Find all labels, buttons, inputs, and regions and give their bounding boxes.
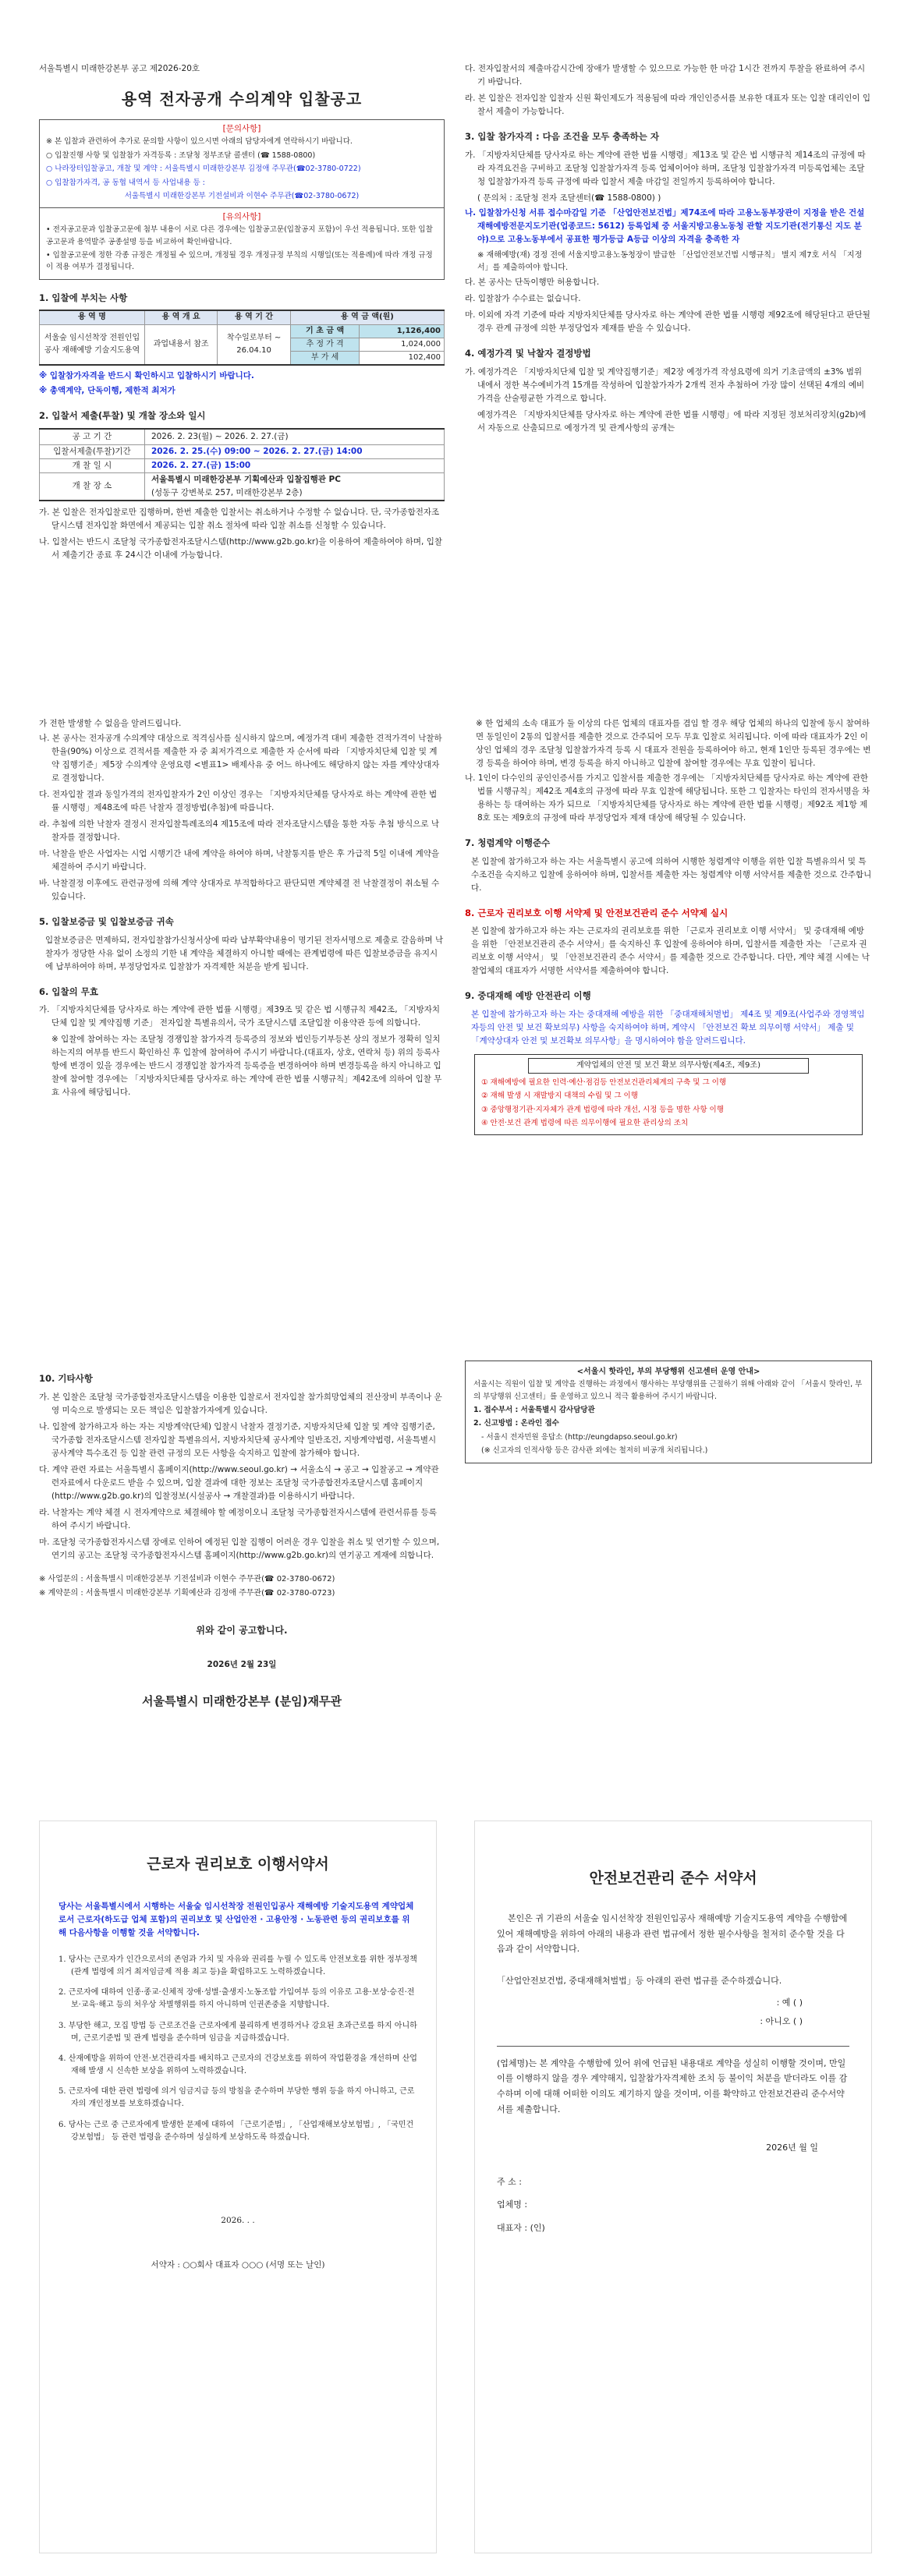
labor-pledge-signature: 서약자 : ○○회사 대표자 ○○○ (서명 또는 날인): [151, 2260, 325, 2270]
page3-right: [465, 1361, 872, 1594]
para: 가. 본 입찰은 전자입찰로만 집행하며, 한번 제출한 입찰서는 취소하거나 수정할 수 없습니다. 단, 국가종합전자조달시스템 전자입찰 화면에서 제공되는 입찰 취소 절차에 따라 입찰 취소를 신청할 수 있습니다.: [39, 507, 440, 530]
schedule-value: 2026. 2. 27.(금) 15:00: [144, 458, 444, 472]
para: 나. 입찰참가신청 서류 접수마감일 기준 「산업안전보건법」제74조에 따라 고용노동부장관이 지정을 받은 건설재해예방전문지도기관(업종코드: 5612) 등록업체 중 서울지방고용노동청 관할 지도기관(전기통신 지도 분야)으로 고용노동부에서 공표한 평가등급 A등급 이상의 자격을 충족한 자: [465, 207, 865, 244]
contact-line: ※ 사업문의 : 서울특별시 미래한강본부 기전설비과 이현수 주무관(☎ 02-3780-0672): [39, 1574, 335, 1583]
section-3-heading: 3. 입찰 참가자격 : 다음 조건을 모두 충족하는 자: [465, 131, 659, 142]
para: 가. 예정가격은 「지방자치단체 입찰 및 계약집행기준」제2장 예정가격 작성요령에 의거 기초금액의 ±3% 범위 내에서 정한 복수예비가격 15개를 작성하여 입찰참가자가 2개씩 전자 추첨하여 가장 많이 선택된 4개의 예비가격을 산술평균한 가격으로 합니다.: [465, 366, 865, 403]
page2-left: [39, 717, 445, 1325]
para: ※ 입찰에 참여하는 자는 조달청 경쟁입찰 참가자격 등록증의 정보와 법인등기부등본 상의 정보가 정확히 일치하는지의 여부를 반드시 확인하신 후 입찰에 참여하여 주시기 바랍니다.(대표자, 상호, 연락처 등) 위의 등록사항에 변경이 있을 경우에는 반드시 경쟁입찰 참가자격 등록증을 변경하여야 하며 변경등록을 하지 아니하고 입찰에 참여할 경우에는 「지방자치단체를 당사자로 하는 계약에 관한 법률 시행규칙」제42조에 의하여 입찰 무효 사유에 해당됩니다.: [51, 1035, 442, 1098]
safety-pledge-question: 「산업안전보건법, 중대재해처벌법」등 아래의 관련 법규를 준수하겠습니다.: [497, 1976, 782, 1987]
col-amount: 용 역 금 액(원): [290, 310, 444, 324]
section-1-heading: 1. 입찰에 부치는 사항: [39, 292, 128, 303]
para: 라. 입찰참가 수수료는 없습니다.: [465, 294, 581, 303]
organization-name: 서울특별시 미래한강본부 (분임)재무관: [142, 1694, 342, 1709]
para: 본 입찰에 참가하고자 하는 자는 중대재해 예방을 위한 「중대재해처벌법」 제4조 및 제9조(사업주와 경영책임자등의 안전 및 보건 확보의무) 사항을 숙지하여야 하며, 계약시 「안전보건 확보 의무이행 서약서」 제출 및 「계약상대자 안전 및 보건확보 의무사항」을 명시하여야 함을 알려드립니다.: [471, 1009, 865, 1046]
amount-label: 기 초 금 액: [290, 324, 360, 338]
para: 가 전한 발생할 수 없음을 알려드립니다.: [39, 719, 182, 728]
inquiry-box: [39, 119, 445, 208]
labor-pledge-item: 1. 당사는 근로자가 인간으로서의 존엄과 가치 및 자유와 권리를 누릴 수 있도록 안전보호를 위한 정부정책(관계 법령에 의거 최저임금제 적용 최고 등)을 확립하고도 노력하겠습니다.: [58, 1955, 417, 1976]
section-10-heading: 10. 기타사항: [39, 1373, 93, 1384]
warning-line: • 입찰공고문에 정한 각종 규정은 개정될 수 있으며, 개정될 경우 개정규정 부칙의 시행일(또는 적용례)에 따라 개정 규정이 적용 여부가 결정됩니다.: [46, 251, 433, 272]
para: 라. 낙찰자는 계약 체결 시 전자계약으로 체결해야 할 예정이오니 조달청 국가종합전자시스템에 관련서류를 등록하여 주시기 바랍니다.: [39, 1507, 437, 1530]
para: 나. 본 공사는 전자공개 수의계약 대상으로 적격심사를 실시하지 않으며, 예정가격 대비 제출한 견적가격이 낙찰하한율(90%) 이상으로 견적서를 제출한 자 중 최저가격으로 제출한 자 순서에 따라 「지방자치단체 입찰 및 계약 집행기준」제5장 수의계약 운영요령 <별표1> 배제사유 중 어느 하나에도 해당하지 않는 자를 계약상대자로 결정합니다.: [39, 734, 442, 783]
company-field[interactable]: 업체명 :: [497, 2199, 528, 2210]
para: 마. 이외에 자격 기준에 따라 지방자치단체를 당사자로 하는 계약에 관한 법률 시행령 제92조에 해당된다고 판단될 경우 관계 규정에 의한 부정당업자 제재를 받을 수 있습니다.: [465, 310, 870, 333]
schedule-label: 공 고 기 간: [40, 429, 145, 445]
safety-box-item: ④ 안전·보건 관계 법령에 따른 의무이행에 필요한 관리상의 조치: [481, 1119, 689, 1128]
contract-type-note: ※ 총액계약, 단독이행, 제한적 최저가: [39, 386, 175, 396]
service-table: [39, 310, 445, 366]
safety-pledge-note: (업체명)는 본 계약을 수행함에 있어 위에 언급된 내용대로 계약을 성실히 이행할 것이며, 만일 이를 이행하지 않을 경우 계약해지, 입찰참가자격제한 조치 등 불이익 처분을 받더라도 이를 감수하며 이에 대해 어떠한 이의도 제기하지 않을 것이며, 이를 확약하고 안전보건관리 준수서약서를 제출합니다.: [497, 2058, 848, 2114]
amount-value: 102,400: [360, 351, 445, 365]
page1-left: [39, 62, 445, 671]
hotline-item: - 서울시 전자민원 응답소 (http://eungdapso.seoul.go.kr): [481, 1432, 678, 1442]
yes-option[interactable]: : 예 ( ): [776, 1997, 803, 2008]
safety-pledge-page: [474, 1821, 872, 2553]
para: 나. 입찰에 참가하고자 하는 자는 지방계약(단체) 입찰시 낙찰자 결정기준, 지방자치단체 입찰 및 계약 집행기준, 국가종합 전자조달시스템 전자입찰 특별유의서, 지방자치단체 공사계약 일반조건, 지방계약법령, 서울특별시 공사계약 특수조건 등 입찰 관련 규정의 모든 사항을 숙지하고 입찰에 참가해야 합니다.: [39, 1421, 437, 1458]
schedule-label: 개 찰 장 소: [40, 472, 145, 501]
inquiry-line: ○ 입찰진행 사항 및 입찰참가 자격등록 : 조달청 정부조달 콜센터 (☎ 1588-0800): [46, 150, 316, 160]
warning-box: [39, 208, 445, 280]
schedule-label: 개 찰 일 시: [40, 458, 145, 472]
amount-value: 1,126,400: [360, 324, 445, 338]
hotline-title: <서울시 핫라인, 부의 부당행위 신고센터 운영 안내>: [576, 1368, 760, 1376]
section-6-heading: 6. 입찰의 무효: [39, 985, 98, 997]
amount-value: 1,024,000: [360, 338, 445, 351]
labor-pledge-page: [39, 1821, 437, 2553]
labor-pledge-intro: 당사는 서울특별시에서 시행하는 서울숲 임시선착장 전원인입공사 재해예방 기술지도용역 계약업체로서 근로자(하도급 업체 포함)의 권리보호 및 산업안전 · 고용안정 · 노동관련 등의 권리보호를 위해 다음사항을 이행할 것을 서약합니다.: [58, 1901, 414, 1937]
service-name: 서울숲 임시선착장 전원인입공사 재해예방 기술지도용역: [40, 324, 145, 365]
para: 라. 본 입찰은 전자입찰 입찰자 신원 확인제도가 적용됨에 따라 개인인증서를 보유한 대표자 또는 입찰 대리인이 입찰서 제출이 가능합니다.: [465, 94, 870, 116]
safety-box-item: ③ 중앙행정기관·지자체가 관계 법령에 따라 개선, 시정 등을 명한 사항 이행: [481, 1105, 724, 1114]
doc-title: 용역 전자공개 수의계약 입찰공고: [121, 90, 363, 108]
inquiry-line: ※ 본 입찰과 관련하여 추가로 문의할 사항이 있으시면 아래의 담당자에게 연락하시기 바랍니다.: [46, 137, 353, 147]
para: ( 문의처 : 조달청 전자 조달센터(☎ 1588-0800) ): [477, 193, 661, 203]
schedule-value: 2026. 2. 25.(수) 09:00 ~ 2026. 2. 27.(금) 14:00: [144, 444, 444, 458]
section-8-heading: 8. 근로자 권리보호 이행 서약제 및 안전보건관리 준수 서약제 실시: [465, 907, 728, 918]
hotline-item: 2. 신고방법 : 온라인 접수: [473, 1419, 559, 1428]
para: 나. 1인이 다수인의 공인인증서를 가지고 입찰서를 제출한 경우에는 「지방자치단체를 당사자로 하는 계약에 관한 법률 시행규칙」제42조 제4호의 규정에 따라 무효 입찰에 해당됩니다. 또한 그 입찰자는 타인의 전자서명을 차용하는 등 대여하는 자가 되므로 「지방자치단체를 당사자로 하는 계약에 관한 법률 시행령」제92조 제1항 제8호 또는 제9호의 규정에 따라 부정당업자 제재 대상에 해당될 수 있습니다.: [465, 773, 870, 823]
contact-line: ※ 계약문의 : 서울특별시 미래한강본부 기획예산과 김정애 주무관(☎ 02-3780-0723): [39, 1588, 335, 1598]
closing-line: 위와 같이 공고합니다.: [196, 1625, 288, 1636]
safety-pledge-title: 안전보건관리 준수 서약서: [589, 1870, 757, 1887]
col-name: 용 역 명: [40, 310, 145, 324]
safety-box-title: 계약업체의 안전 및 보건 확보 의무사항(제4조, 제9조): [528, 1058, 809, 1074]
safety-pledge-date: 2026년 월 일: [766, 2142, 818, 2153]
col-overview: 용 역 개 요: [144, 310, 217, 324]
para: 가. 「지방자치단체를 당사자로 하는 계약에 관한 법률 시행령」제39조 및 같은 법 시행규칙 제42조, 「지방자치단체 입찰 및 계약집행 기준」 전자입찰 특별유의서, 국가 조달시스템 조달입찰 이용약관 등에 의합니다.: [39, 1005, 441, 1028]
service-overview: 과업내용서 참조: [144, 324, 217, 365]
address-field[interactable]: 주 소 :: [497, 2176, 522, 2187]
hotline-box: [465, 1361, 872, 1463]
para: 나. 입찰서는 반드시 조달청 국가종합전자조달시스템(http://www.g2b.go.kr)을 이용하여 제출하여야 하며, 입찰서 제출기간 종료 후 24시간 이내에 가능합니다.: [39, 536, 443, 560]
section-5-heading: 5. 입찰보증금 및 입찰보증금 귀속: [39, 916, 174, 927]
hotline-item: (※ 신고자의 인적사항 등은 감사관 외에는 철저히 비공개 처리됩니다.): [481, 1446, 708, 1456]
section-2-heading: 2. 입찰서 제출(투찰) 및 개찰 장소와 일시: [39, 410, 206, 422]
col-period: 용 역 기 간: [218, 310, 290, 324]
inquiry-line: ○ 입찰참가자격, 공 동협 내역서 등 사업내용 등 :: [46, 178, 205, 187]
page1-right: [465, 62, 872, 671]
hotline-text: 서울시는 직원이 입찰 및 계약을 진행하는 과정에서 행사하는 부당행위를 근절하기 위해 아래와 같이 「서울시 핫라인, 부의 부당행위 신고센터」를 운영하고 있으니 적극 활용하여 주시기 바랍니다.: [473, 1380, 863, 1401]
service-period: 착수일로부터 ~ 26.04.10: [218, 324, 290, 365]
para: 가. 「지방자치단체를 당사자로 하는 계약에 관한 법률 시행령」제13조 및 같은 법 시행규칙 제14조의 규정에 따라 자격요건을 구비하고 조달청 입찰참가자격 등록 업체이어야 하며, 조달청 입찰참가자격 미등록업체는 조달청 입찰참가자격 등록 규정에 따라 입찰서 제출 마감일 전일까지 등록하여야 합니다.: [465, 150, 866, 186]
labor-pledge-date: 2026. . .: [221, 2216, 255, 2226]
para: 본 입찰에 참가하고자 하는 자는 서울특별시 공고에 의하여 시행한 청렴계약 이행을 위한 입찰 특별유의서 및 특수조건을 숙지하고 입찰에 응하여야 하며, 입찰서를 제출한 자는 청렴계약 이행 서약서를 제출한 것으로 간주합니다.: [471, 856, 872, 893]
labor-pledge-item: 6. 당사는 근로 중 근로자에게 발생한 문제에 대하여 「근로기준법」, 「산업재해보상보험법」, 「국민건강보험법」 등 관련 법령을 준수하며 성실하게 보상하도록 하겠습니다.: [58, 2120, 414, 2142]
amount-label: 추 정 가 격: [290, 338, 360, 351]
para: 라. 추첨에 의한 낙찰자 결정시 전자입찰특례조의4 제15조에 따라 전자조달시스템을 통한 자동 추첨 방식으로 낙찰자를 결정합니다.: [39, 819, 440, 842]
labor-pledge-item: 2. 근로자에 대하여 인종·종교·신체적 장애·성별·출생지·노동조합 가입여부 등의 이유로 고용·보상·승진·전보·교육·해고 등의 처우상 차별행위를 하지 아니하며 인권존중을 지향합니다.: [58, 1988, 415, 2010]
schedule-label: 입찰서제출(투찰)기간: [40, 444, 145, 458]
safety-box-item: ① 재해예방에 필요한 인력·예산·점검등 안전보건관리체계의 구축 및 그 이행: [481, 1078, 727, 1088]
para: 가. 본 입찰은 조달청 국가종합전자조달시스템을 이용한 입찰로서 전자입찰 참가희망업체의 전산장비 부족이나 운영 미숙으로 발생되는 모든 책임은 입찰참가자에게 있습니다.: [39, 1392, 442, 1415]
para: ※ 재해예방(재) 경정 전에 서울지방고용노동청장이 발급한 「산업안전보건법 시행규칙」 별지 제7호 서식 「지정서」를 제출하여야 합니다.: [477, 250, 863, 272]
amount-label: 부 가 세: [290, 351, 360, 365]
para: 다. 본 공사는 단독이행만 허용합니다.: [465, 278, 600, 287]
para: 바. 낙찰결정 이후에도 관련규정에 의해 계약 상대자로 부적합하다고 판단되면 계약체결 전 낙찰결정이 취소될 수 있습니다.: [39, 879, 440, 901]
warning-head: [유의사항]: [222, 212, 261, 222]
para: 다. 계약 관련 자료는 서울특별시 홈페이지(http://www.seoul.go.kr) → 서울소식 → 공고 → 입찰공고 → 계약관련자료에서 다운로드 받을 수 있으며, 입찰 결과에 대한 정보는 조달청 국가종합전자조달시스템 홈페이지(http://www.g2b.go.kr)의 입찰정보(시설공사 → 개찰결과)를 이용하시기 바랍니다.: [39, 1464, 439, 1501]
no-option[interactable]: : 아니오 ( ): [760, 2015, 803, 2026]
para: 마. 조달청 국가종합전자시스템 장애로 인하여 예정된 입찰 집행이 어려운 경우 입찰을 취소 및 연기할 수 있으며, 연기의 공고는 조달청 국가종합전자시스템 홈페이지(http://www.g2b.go.kr)의 연기공고 게재에 의합니다.: [39, 1537, 440, 1560]
para: 다. 전자입찰 결과 동일가격의 전자입찰자가 2인 이상인 경우는 「지방자치단체를 당사자로 하는 계약에 관한 법률 시행령」제48조에 따른 낙찰자 결정방법(추첨)에 따릅니다.: [39, 790, 438, 812]
section-7-heading: 7. 청렴계약 이행준수: [465, 837, 551, 848]
safety-box-item: ② 재해 발생 시 재발방지 대책의 수립 및 그 이행: [481, 1092, 638, 1101]
para: 본 입찰에 참가하고자 하는 자는 근로자의 권리보호를 위한 「근로자 권리보호 이행 서약서」 및 중대재해 예방을 위한 「안전보건관리 준수 서약서」를 숙지하신 후 입찰에 응하여야 하며, 입찰서를 제출한 자는 「근로자 권리보호 이행 서약서」 및 「안전보건관리 준수 서약서」를 제출한 것으로 간주합니다. 다만, 계약 체결 시에는 낙찰업체의 대표자가 서명한 서약서를 제출하여야 합니다.: [471, 926, 870, 976]
para: 입찰보증금은 면제하되, 전자입찰참가신청서상에 따라 납부확약내용이 명기된 전자서명으로 제출로 갈음하며 낙찰자가 정당한 사유 없이 소정의 기한 내 계약을 체결하지 아니할 때에는 관계법령에 따른 입찰보증금을 유지시에 납부하여야 하며, 부정당업자로 입찰참가 자격제한 처분을 받게 됩니다.: [45, 935, 444, 971]
labor-pledge-item: 3. 부당한 해고, 모집 방법 등 근로조건을 근로자에게 불리하게 변경하거나 강요된 초과근로를 하지 아니하며, 근로기준법 및 관계 법령을 준수하며 임금을 지급하겠습니다.: [58, 2021, 417, 2043]
para: 마. 낙찰을 받은 사업자는 시업 시행기간 내에 계약을 하여야 하며, 낙찰통지를 받은 후 가급적 5일 이내에 계약을 체결하여 주시기 바랍니다.: [39, 849, 440, 872]
safety-pledge-intro: 본인은 귀 기관의 서울숲 임시선착장 전원인입공사 재해예방 기술지도용역 계약을 수행함에 있어 재해예방을 위하여 아래의 내용과 관련 법규에서 정한 필수사항을 철저히 준수할 것을 다음과 같이 서약합니다.: [497, 1913, 848, 1955]
schedule-value: 2026. 2. 23(월) ~ 2026. 2. 27.(금): [144, 429, 444, 445]
para: 예정가격은 「지방자치단체를 당사자로 하는 계약에 관한 법률 시행령」에 따라 지정된 정보처리장치(g2b)에서 자동으로 산출되므로 예정가격 및 관계사항의 공개는: [477, 409, 867, 433]
date-line: 2026년 2월 23일: [207, 1660, 277, 1670]
para: 다. 전자입찰서의 제출마감시간에 장애가 발생할 수 있으므로 가능한 한 마감 1시간 전까지 투찰을 완료하여 주시기 바랍니다.: [465, 64, 866, 87]
representative-field[interactable]: 대표자 : (인): [497, 2223, 545, 2234]
inquiry-line: 서울특별시 미래한강본부 기전설비과 이현수 주무관(☎02-3780-0672): [124, 191, 360, 200]
schedule-table: [39, 428, 445, 501]
page3-left: [39, 1361, 445, 1782]
page2-right: [465, 717, 872, 1325]
labor-pledge-item: 4. 산재예방을 위하여 안전·보건관리자를 배치하고 근로자의 건강보호를 위하여 작업환경을 개선하며 산업재해 발생 시 신속한 보상을 위하여 노력하겠습니다.: [58, 2054, 417, 2076]
labor-pledge-title: 근로자 권리보호 이행서약서: [147, 1856, 329, 1873]
section-9-heading: 9. 중대재해 예방 안전관리 이행: [465, 990, 591, 1002]
inquiry-line: ○ 나라장터입찰공고, 개찰 및 계약 : 서울특별시 미래한강본부 김정애 주무관(☎02-3780-0722): [46, 165, 361, 174]
labor-pledge-item: 5. 근로자에 대한 관련 법령에 의거 임금지급 등의 방침을 준수하며 부당한 행위 등을 하지 아니하고, 근로자의 개인정보를 보호하겠습니다.: [58, 2087, 415, 2109]
inquiry-head: [문의사항]: [222, 124, 261, 134]
qualification-note: ※ 입찰참가자격을 반드시 확인하시고 입찰하시기 바랍니다.: [39, 371, 254, 381]
notice-number: 서울특별시 미래한강본부 공고 제2026-20호: [39, 64, 200, 73]
schedule-value: (성동구 강변북로 257, 미래한강본부 2층): [144, 487, 444, 501]
safety-duty-box: [474, 1054, 863, 1135]
section-4-heading: 4. 예정가격 및 낙찰자 결정방법: [465, 348, 591, 359]
para: ※ 한 업체의 소속 대표가 둘 이상의 다른 업체의 대표자를 겸임 할 경우 해당 업체의 하나의 입찰에 동시 참여하면 동일인이 2통의 입찰서를 제출한 것으로 간주되어 모두 무효 입찰로 처리됩니다. 이에 따라 대표자가 2인 이상인 업체의 경우 조달청 입찰참가자격 등록 시 대표자 전원을 등록하여야 하고, 현재 1인만 등록된 경우에는 변경 등록을 하여야 하며, 변경 등록을 하지 아니하고 입찰에 참여할 경우에는 무효 입찰이 됩니다.: [476, 719, 871, 768]
schedule-value: 서울특별시 미래한강본부 기획예산과 입찰집행관 PC: [144, 472, 444, 487]
hotline-item: 1. 접수부서 : 서울특별시 감사담당관: [473, 1405, 595, 1414]
warning-line: • 전자공고문과 입찰공고문에 첨부 내용이 서로 다른 경우에는 입찰공고문(입찰공지 포함)이 우선 적용됩니다. 또한 입찰공고문과 용역발주 공종설명 등을 비교하여 확인바랍니다.: [46, 225, 433, 246]
